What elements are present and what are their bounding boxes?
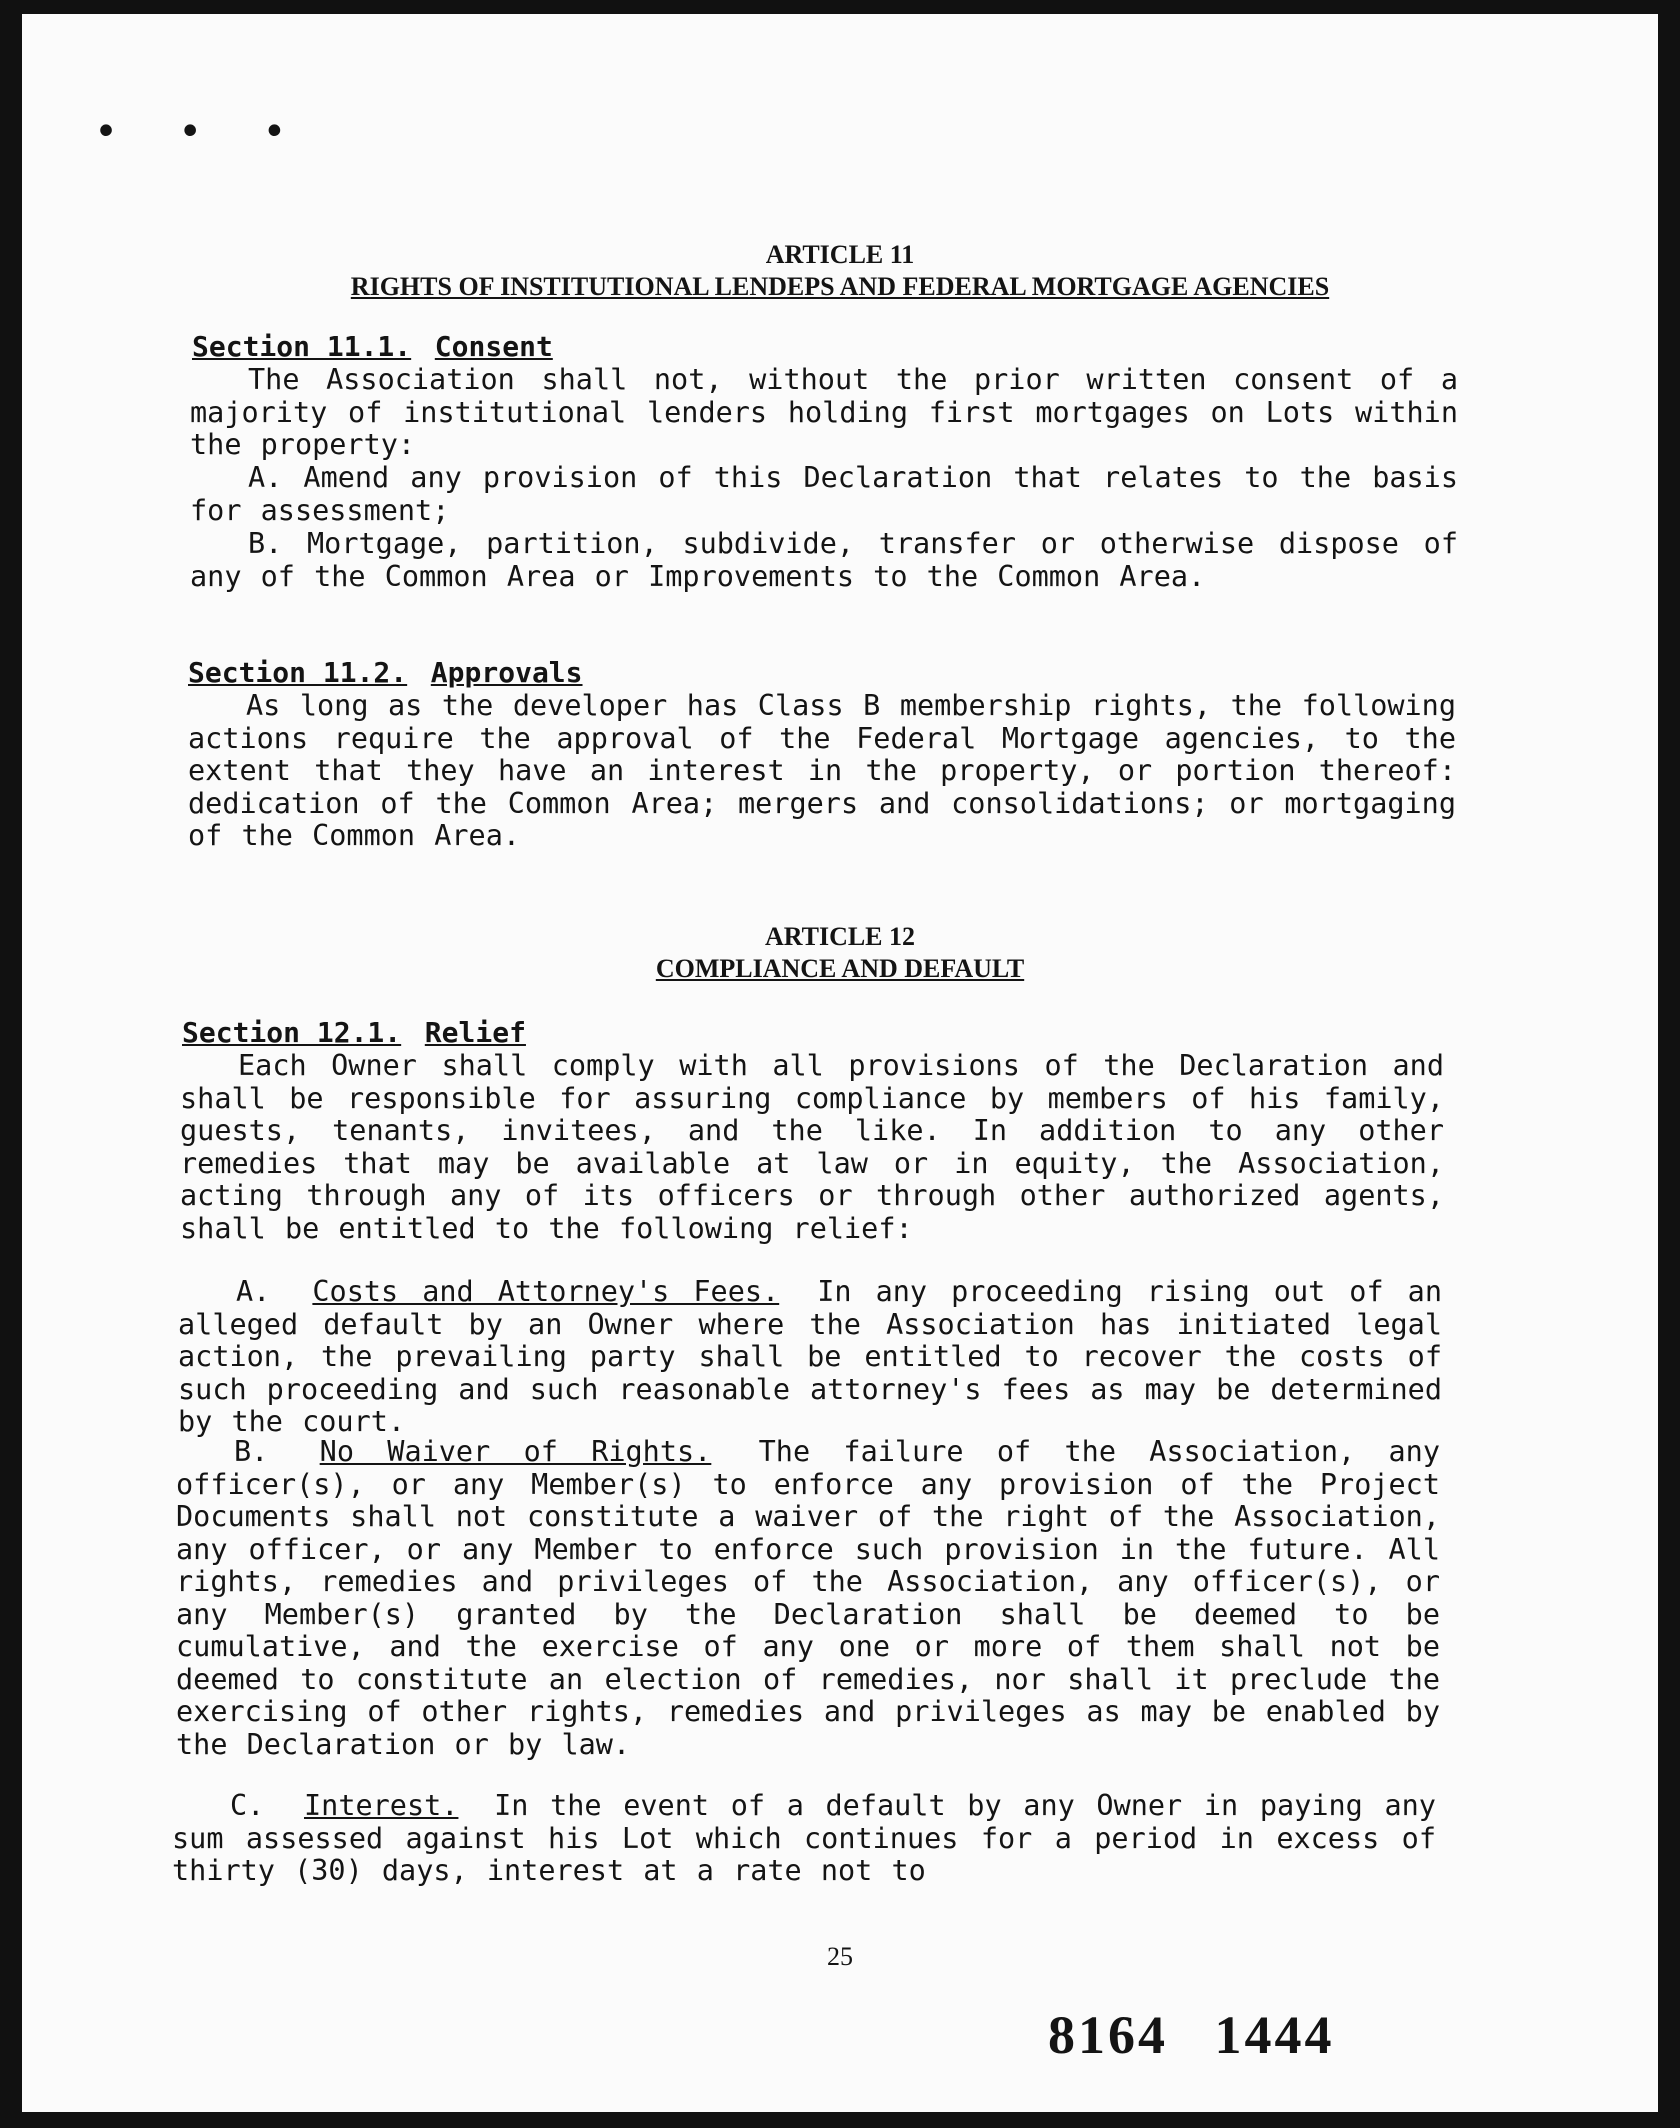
item-a-label: A. [236,1275,271,1308]
section-12-1-title: Relief [424,1016,526,1049]
item-b-title: No Waiver of Rights. [319,1435,712,1468]
article-11-number: ARTICLE 11 [765,240,915,269]
item-b-body: The failure of the Association, any officer(s), or any Member(s) to enforce any provision of the Project Documents shall not constitute a waiver of the right of the Association, any officer, or any Member to enforce such provision in the future. All rights, remedies and privileges of the Association, any officer(s), or any Member(s) granted by the Declaration shall be deemed to be cumulative, and the exercise of any one or more of them shall not be deemed to constitute an election of remedies, nor shall it preclude the exercising of other rights, remedies and privileges as may be enabled by the Declaration or by law. [176,1435,1440,1761]
article-12-header [22,922,1658,984]
section-11-2-title: Approvals [430,656,583,689]
section-11-2-number: Section 11.2. [188,656,408,689]
section-12-1-item-c [172,1790,1436,1888]
page-number: 25 [827,1942,853,1971]
item-b-label: B. [234,1435,269,1468]
section-12-1-number: Section 12.1. [182,1016,402,1049]
article-12-number: ARTICLE 12 [764,922,916,951]
section-12-1-intro: Each Owner shall comply with all provisions of the Declaration and shall be responsible for assuring compliance by members of his family, guests, tenants, invitees, and the like. In addition to any other remedies that may be available at law or in equity, the Association, acting through any of its officers or through other authorized agents, shall be entitled to the following relief: [180,1049,1444,1245]
section-11-1-number: Section 11.1. [192,330,412,363]
article-11-title: RIGHTS OF INSTITUTIONAL LENDEPS AND FEDERAL MORTGAGE AGENCIES [350,272,1330,301]
article-12-title: COMPLIANCE AND DEFAULT [655,954,1025,983]
section-11-1-heading [192,330,553,363]
section-12-1-heading [182,1016,526,1049]
item-c-label: C. [230,1789,265,1822]
item-c-body: In the event of a default by any Owner in paying any sum assessed against his Lot which continues for a period in excess of thirty (30) days, interest at a rate not to [172,1789,1436,1887]
document-id: 8164 1444 [1048,2005,1335,2065]
item-a-body: In any proceeding rising out of an alleged default by an Owner where the Association has initiated legal action, the prevailing party shall be entitled to recover the costs of such proceeding and such reasonable attorney's fees as may be determined by the court. [178,1275,1442,1438]
section-12-1-item-a [178,1276,1442,1439]
section-11-2-body: As long as the developer has Class B membership rights, the following actions require the approval of the Federal Mortgage agencies, to the extent that they have an interest in the property, or portion thereof: dedication of the Common Area; mergers and consolidations; or mortgaging of the Common Area. [188,689,1456,852]
section-11-1-item-b: B. Mortgage, partition, subdivide, transfer or otherwise dispose of any of the Common Area or Improvements to the Common Area. [190,527,1458,593]
item-a-title: Costs and Attorney's Fees. [312,1275,780,1308]
page-marks: • • • [94,109,305,155]
section-12-1-item-b [176,1436,1440,1761]
document-page [22,14,1658,2112]
article-11-header [22,240,1658,302]
section-11-1-title: Consent [434,330,553,363]
item-c-title: Interest. [304,1789,459,1822]
section-11-1-intro: The Association shall not, without the prior written consent of a majority of institutional lenders holding first mortgages on Lots within the property: [190,363,1458,461]
section-11-2-heading [188,656,583,689]
section-11-1-item-a: A. Amend any provision of this Declaration that relates to the basis for assessment; [190,461,1458,527]
